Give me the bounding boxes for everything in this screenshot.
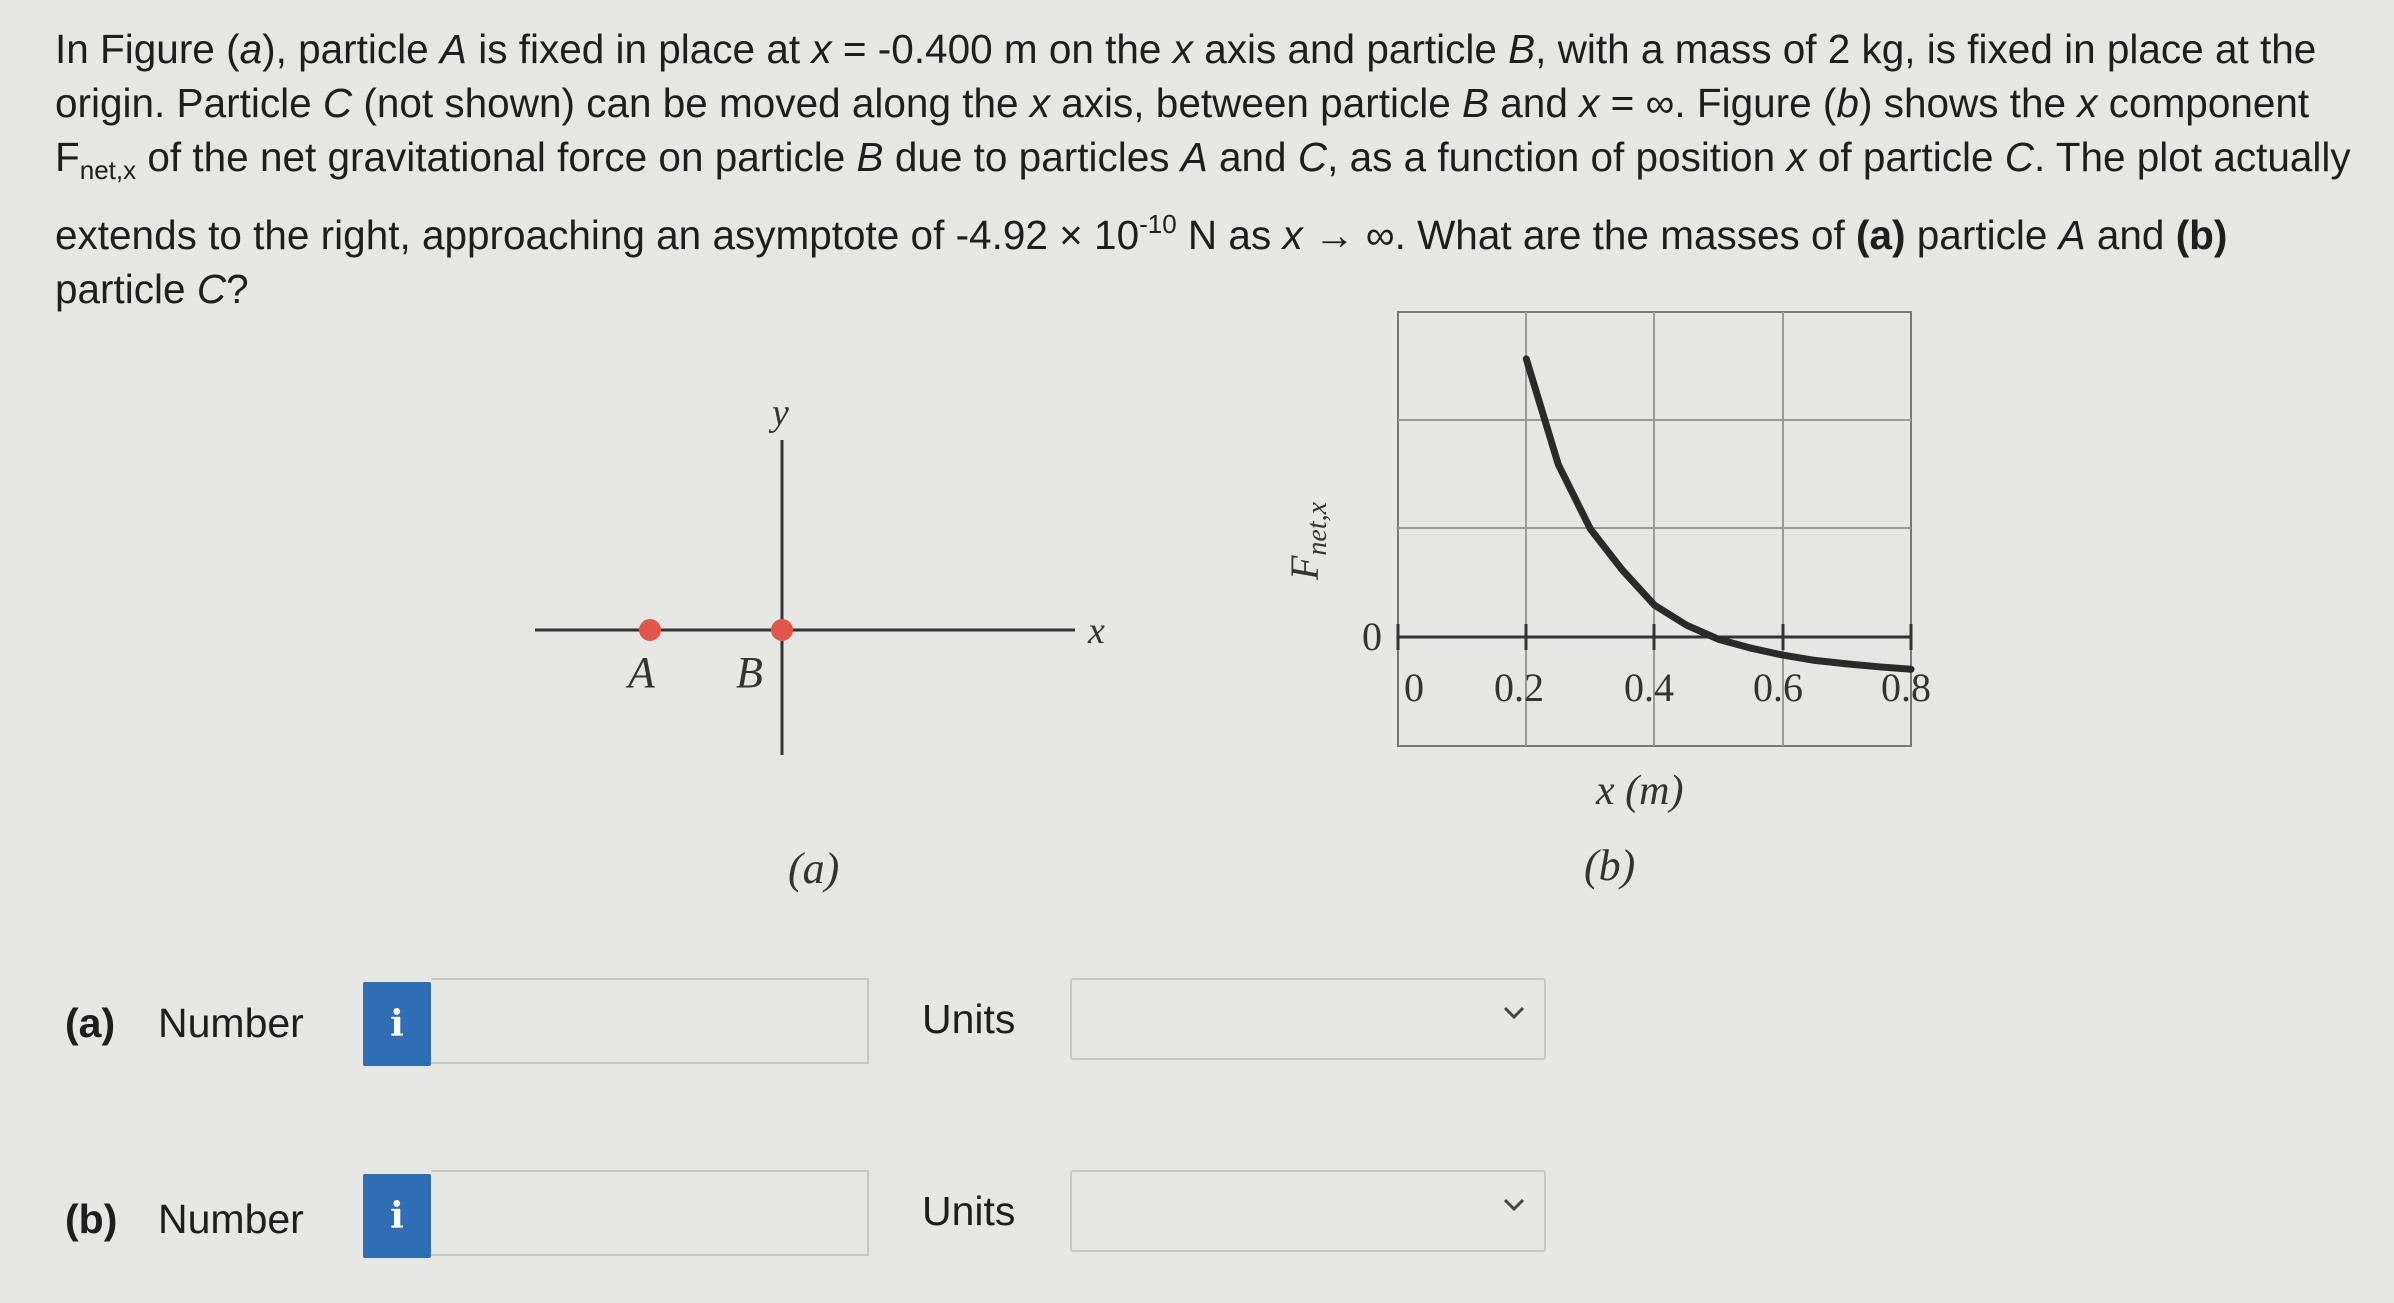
- particle-b: [771, 619, 793, 641]
- x-tick-label-3: 0.6: [1753, 665, 1803, 710]
- force-curve: [1526, 359, 1911, 669]
- figure-b-caption: (b): [1584, 841, 1636, 890]
- problem-statement: In Figure (a), particle A is fixed in place at x = -0.400 m on the x axis and particle B, with a mass of 2 kg, is fixed in place at the origin. Particle C (not shown) can be moved along the x axis, between particle B and x = ∞. Figure (b) shows the x component $F_{net,x}$ of the net gravitational force on particle B due to particles A and C, as a function of position x of particle C. The plot actually extends to the right, approaching an asymptote of $-4.92 \times 10^{-10}$ N as x → ∞. What are the masses of (a) particle A and (b) particle C?: [55, 26, 2351, 312]
- part-a-label: (a): [65, 1000, 116, 1046]
- number-label-b: Number: [158, 1196, 304, 1242]
- y-axis-label: [1282, 501, 1333, 581]
- info-button-a[interactable]: i: [363, 982, 431, 1066]
- figure-a-caption: (a): [788, 844, 840, 893]
- figure-b: [1240, 290, 1960, 920]
- number-label-a: Number: [158, 1000, 304, 1046]
- answer-row-a: [0, 978, 2394, 1068]
- part-b-label: (b): [65, 1196, 118, 1242]
- x-tick-label-0: 0: [1404, 665, 1424, 710]
- number-input-b[interactable]: [431, 1170, 869, 1256]
- units-select-b[interactable]: [1070, 1170, 1546, 1252]
- particle-a: [639, 619, 661, 641]
- figure-a: [520, 385, 1120, 905]
- chevron-down-icon: [1500, 1190, 1528, 1218]
- answer-row-b: [0, 1168, 2394, 1258]
- x-tick-label-4: 0.8: [1881, 665, 1931, 710]
- x-tick-label-1: 0.2: [1494, 665, 1544, 710]
- x-tick-label-2: 0.4: [1624, 665, 1674, 710]
- svg-text:Fnet,x: [1282, 501, 1333, 581]
- info-button-b[interactable]: i: [363, 1174, 431, 1258]
- y-axis-label-sub: net,x: [1302, 501, 1333, 556]
- x-axis-label: x: [1088, 610, 1105, 652]
- chevron-down-icon: [1500, 998, 1528, 1026]
- particle-a-label: A: [628, 648, 655, 697]
- units-select-a[interactable]: [1070, 978, 1546, 1060]
- units-label-a: Units: [922, 996, 1016, 1042]
- number-input-a[interactable]: [431, 978, 869, 1064]
- y-zero-label: 0: [1362, 614, 1382, 659]
- particle-b-label: B: [736, 648, 763, 697]
- y-axis-label-main: F: [1282, 555, 1327, 580]
- units-label-b: Units: [922, 1188, 1016, 1234]
- y-axis-label: y: [772, 392, 789, 434]
- x-axis-label: x (m): [1596, 768, 1684, 814]
